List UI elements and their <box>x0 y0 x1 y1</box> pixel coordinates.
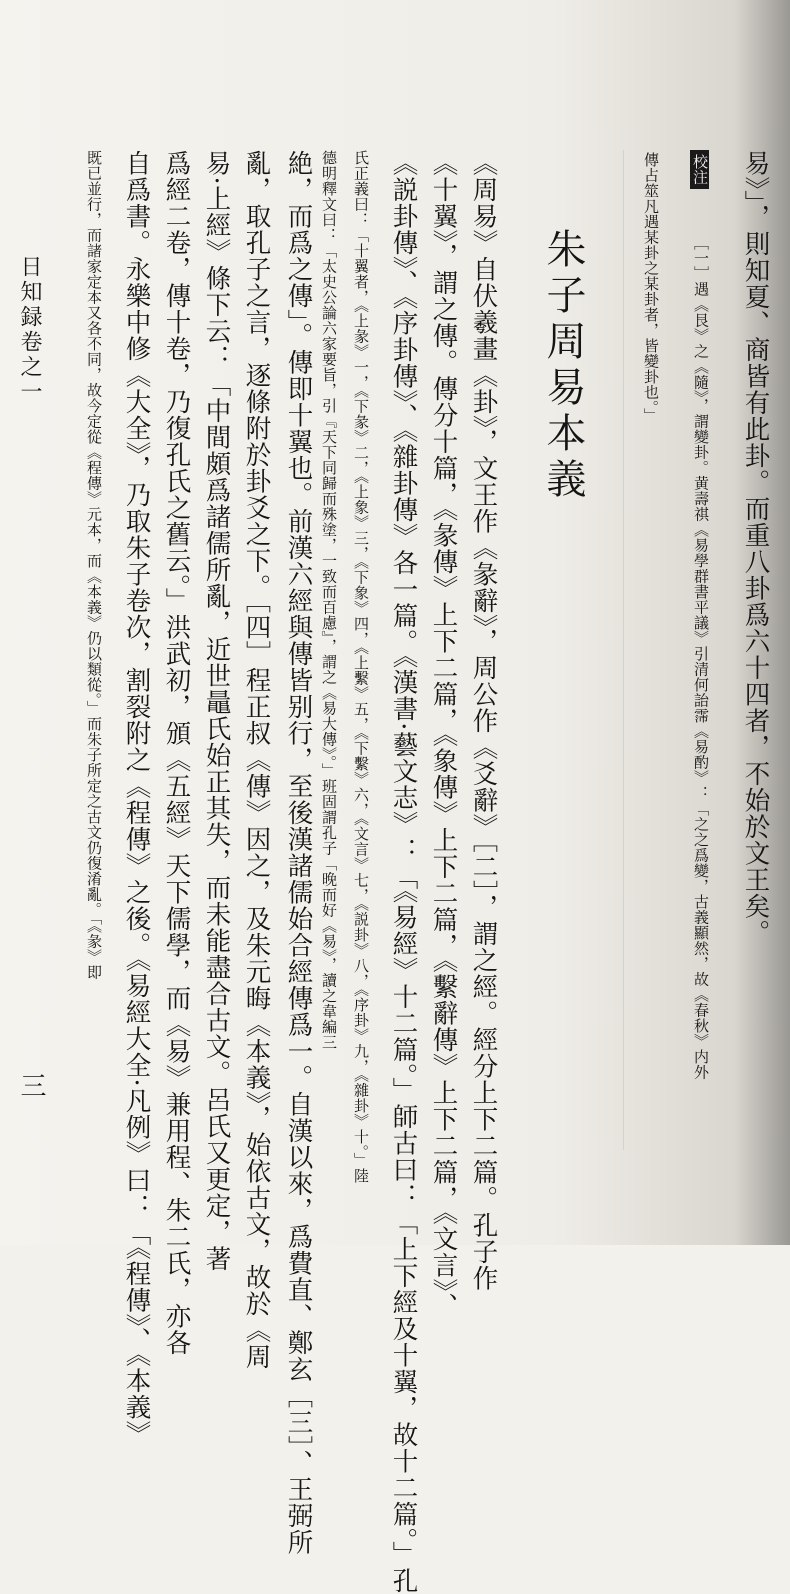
page-number-text: 三 <box>16 1072 46 1098</box>
text-column-15 <box>86 150 101 1170</box>
column-text: 自爲書。永樂中修《大全》，乃取朱子卷次，割裂附之《程傳》之後。《易經大全·凡例》曰：「《程傳》、《本義》 <box>121 150 152 1447</box>
column-text: 亂，取孔子之言，逐條附於卦爻之下。［四］程正叔《傳》因之，及朱元晦《本義》，始依古文，故於《周 <box>241 150 272 1370</box>
column-text: 《周易》自伏羲畫《卦》，文王作《彖辭》，周公作《爻辭》［二］，謂之經。經分上下二篇。孔子作 <box>468 150 499 1292</box>
column-text: 易·上經》條下云：「中間頗爲諸儒所亂，近世鼂氏始正其失，而未能盡合古文。呂氏又更定，著 <box>201 150 232 1273</box>
column-text: ［一］遇《艮》之《隨》，謂變卦。黄壽祺《易學群書平議》引清何詒霈《易酌》：「之之爲變，古義顯然，故《春秋》内外 <box>692 235 710 1080</box>
text-column-2 <box>693 235 708 1170</box>
text-column-6 <box>428 150 459 1319</box>
text-column-9 <box>321 150 336 1170</box>
column-text: 絶，而爲之傳」。傳即十翼也。前漢六經與傳皆别行，至後漢諸儒始合經傳爲一。自漢以來，爲費直、鄭玄［三］、王弼所 <box>283 150 314 1556</box>
jiaozhu-badge: 校注 <box>690 150 709 189</box>
text-column-1 <box>740 150 771 1170</box>
text-column-7 <box>388 150 419 1594</box>
text-column-10 <box>283 150 314 1556</box>
column-text: 傳占筮凡遇某卦之某卦者，皆變卦也。」 <box>642 152 660 424</box>
column-text: 《十翼》，謂之傳。傳分十篇，《彖傳》上下二篇，《象傳》上下二篇，《繫辭傳》上下二篇，《文言》、 <box>428 150 459 1319</box>
jiaozhu-badge-wrap <box>690 150 709 230</box>
column-text: 《説卦傳》、《序卦傳》、《雜卦傳》各一篇。《漢書·藝文志》：「《易經》十二篇。」師古曰：「上下經及十翼，故十二篇。」孔 <box>388 150 419 1594</box>
column-text: 既已並行，而諸家定本又各不同，故今定從《程傳》元本，而《本義》仍以類從。」而朱子所定之古文仍復淆亂。「《彖》即 <box>85 150 103 980</box>
text-column-12 <box>201 150 232 1273</box>
text-column-3 <box>643 152 658 552</box>
text-column-14 <box>121 150 152 1447</box>
column-text: 氏正義曰：「十翼者，《上彖》一，《下彖》二，《上象》三，《下象》四，《上繫》五，《下繫》六，《文言》七，《説卦》八，《序卦》九，《雜卦》十。」陸 <box>352 150 370 1184</box>
text-column-13 <box>161 150 192 1357</box>
text-column-8 <box>352 150 370 1184</box>
running-title <box>18 255 40 455</box>
running-title-text: 日知録卷之一 <box>17 255 42 405</box>
column-text: 易》」，則知夏、商皆有此卦。而重八卦爲六十四者，不始於文王矣。 <box>740 150 771 946</box>
section-heading <box>540 228 586 528</box>
text-column-11 <box>241 150 272 1370</box>
text-column-5 <box>468 150 499 1292</box>
section-heading-text: 朱子周易本義 <box>540 228 586 504</box>
column-text: 德明釋文曰：「太史公論六家要旨，引『天下同歸而殊塗，一致而百慮』，謂之《易大傳》。」班固謂孔子「晚而好《易》，讀之韋編三 <box>320 150 338 1050</box>
section-divider <box>623 150 624 1150</box>
page-number <box>18 1072 44 1112</box>
column-text: 爲經二卷，傳十卷，乃復孔氏之舊云。」洪武初，頒《五經》天下儒學，而《易》兼用程、朱二氏，亦各 <box>161 150 192 1357</box>
